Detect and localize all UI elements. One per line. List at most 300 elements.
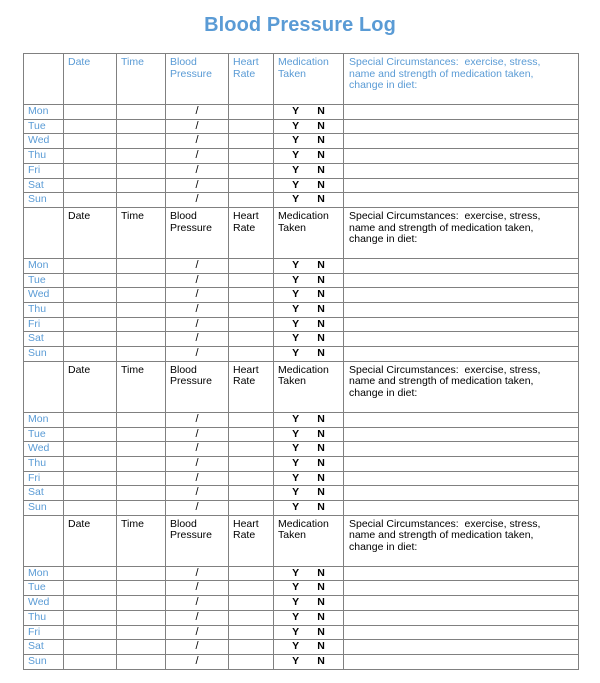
date-input-cell[interactable] [64, 610, 117, 625]
medication-yes-option[interactable]: Y [292, 288, 300, 301]
medication-yes-option[interactable]: Y [292, 273, 300, 286]
medication-yes-option[interactable]: Y [292, 317, 300, 330]
medication-no-option[interactable]: N [317, 105, 325, 117]
header-med [274, 54, 344, 105]
medication-taken-cell[interactable] [274, 178, 344, 193]
medication-no-option[interactable]: N [317, 442, 325, 455]
medication-no-option[interactable]: N [317, 610, 325, 623]
medication-taken-cell[interactable] [274, 581, 344, 596]
medication-yes-option[interactable]: Y [292, 442, 300, 455]
heart-rate-input-cell[interactable] [229, 134, 274, 149]
heart-rate-input-cell[interactable] [229, 193, 274, 208]
medication-yes-option[interactable]: Y [292, 456, 300, 469]
table-row [24, 501, 579, 516]
header-med [274, 207, 344, 258]
header-corner-cell [24, 515, 64, 566]
medication-taken-cell[interactable] [274, 566, 344, 581]
medication-taken-cell[interactable] [274, 303, 344, 318]
blood-pressure-input-cell[interactable]: / [166, 288, 229, 303]
medication-yes-option[interactable]: Y [292, 193, 300, 206]
medication-no-option[interactable]: N [317, 288, 325, 301]
medication-no-option[interactable]: N [317, 581, 325, 594]
special-circumstances-input-cell[interactable] [344, 317, 579, 332]
date-input-cell[interactable] [64, 303, 117, 318]
blood-pressure-input-cell[interactable]: / [166, 193, 229, 208]
header-hr-line-1: Heart [233, 56, 259, 68]
heart-rate-input-cell[interactable] [229, 566, 274, 581]
header-special-line-3: change in diet: [349, 233, 418, 246]
day-label-mon: Mon [24, 105, 64, 120]
header-corner-cell [24, 54, 64, 105]
special-circumstances-input-cell[interactable] [344, 163, 579, 178]
medication-taken-cell[interactable] [274, 317, 344, 332]
header-special-line-2: name and strength of medication taken, [349, 529, 534, 542]
page-title: Blood Pressure Log [204, 14, 396, 36]
medication-yes-option[interactable]: Y [292, 501, 300, 514]
medication-taken-cell[interactable] [274, 193, 344, 208]
medication-yes-option[interactable]: Y [292, 258, 300, 271]
header-hr-line-2: Rate [233, 221, 256, 234]
special-circumstances-input-cell[interactable] [344, 610, 579, 625]
time-input-cell[interactable] [117, 119, 166, 134]
table-row [24, 486, 579, 501]
medication-no-option[interactable]: N [317, 412, 325, 425]
header-bp [166, 515, 229, 566]
table-row [24, 654, 579, 669]
header-med-line-2: Taken [278, 221, 307, 234]
medication-no-option[interactable]: N [317, 332, 325, 345]
medication-yes-option[interactable]: Y [292, 486, 300, 499]
header-special-line-2: name and strength of medication taken, [349, 67, 534, 80]
blood-pressure-input-cell[interactable]: / [166, 163, 229, 178]
time-input-cell[interactable] [117, 273, 166, 288]
table-row [24, 149, 579, 164]
blood-pressure-input-cell[interactable]: / [166, 105, 229, 120]
special-circumstances-input-cell[interactable] [344, 105, 579, 120]
heart-rate-input-cell[interactable] [229, 471, 274, 486]
special-circumstances-input-cell[interactable] [344, 581, 579, 596]
heart-rate-input-cell[interactable] [229, 273, 274, 288]
medication-no-option[interactable]: N [317, 258, 325, 271]
medication-no-option[interactable]: N [317, 566, 325, 579]
special-circumstances-input-cell[interactable] [344, 412, 579, 427]
time-input-cell[interactable] [117, 566, 166, 581]
medication-taken-cell[interactable] [274, 442, 344, 457]
time-input-cell[interactable] [117, 596, 166, 611]
special-circumstances-input-cell[interactable] [344, 134, 579, 149]
medication-taken-cell[interactable] [274, 119, 344, 134]
medication-yes-option[interactable]: Y [292, 625, 300, 638]
medication-taken-cell[interactable] [274, 471, 344, 486]
time-input-cell[interactable] [117, 486, 166, 501]
time-input-cell[interactable] [117, 347, 166, 362]
time-input-cell[interactable] [117, 427, 166, 442]
header-bp-line-1: Blood [170, 363, 197, 376]
blood-pressure-input-cell[interactable]: / [166, 471, 229, 486]
table-row [24, 596, 579, 611]
special-circumstances-input-cell[interactable] [344, 119, 579, 134]
medication-no-option[interactable]: N [317, 347, 325, 360]
heart-rate-input-cell[interactable] [229, 105, 274, 120]
blood-pressure-input-cell[interactable]: / [166, 317, 229, 332]
blood-pressure-input-cell[interactable]: / [166, 412, 229, 427]
day-label-thu: Thu [24, 149, 64, 164]
date-input-cell[interactable] [64, 566, 117, 581]
medication-taken-cell[interactable] [274, 273, 344, 288]
special-circumstances-input-cell[interactable] [344, 501, 579, 516]
blood-pressure-input-cell[interactable]: / [166, 501, 229, 516]
time-input-cell[interactable] [117, 149, 166, 164]
date-input-cell[interactable] [64, 654, 117, 669]
heart-rate-input-cell[interactable] [229, 178, 274, 193]
header-time: Time [117, 361, 166, 412]
table-header-row [24, 207, 579, 258]
medication-yes-option[interactable]: Y [292, 105, 300, 117]
date-input-cell[interactable] [64, 640, 117, 655]
medication-yes-option[interactable]: Y [292, 303, 300, 316]
date-input-cell[interactable] [64, 456, 117, 471]
heart-rate-input-cell[interactable] [229, 625, 274, 640]
heart-rate-input-cell[interactable] [229, 581, 274, 596]
day-label-sun: Sun [24, 654, 64, 669]
blood-pressure-input-cell[interactable]: / [166, 610, 229, 625]
medication-taken-cell[interactable] [274, 625, 344, 640]
heart-rate-input-cell[interactable] [229, 119, 274, 134]
heart-rate-input-cell[interactable] [229, 501, 274, 516]
date-input-cell[interactable] [64, 596, 117, 611]
time-input-cell[interactable] [117, 501, 166, 516]
header-bp-line-1: Blood [170, 209, 197, 222]
blood-pressure-input-cell[interactable]: / [166, 640, 229, 655]
blood-pressure-input-cell[interactable]: / [166, 566, 229, 581]
date-input-cell[interactable] [64, 149, 117, 164]
heart-rate-input-cell[interactable] [229, 332, 274, 347]
special-circumstances-input-cell[interactable] [344, 193, 579, 208]
header-hr-line-2: Rate [233, 67, 256, 80]
medication-no-option[interactable]: N [317, 486, 325, 499]
blood-pressure-input-cell[interactable]: / [166, 654, 229, 669]
header-hr [229, 54, 274, 105]
blood-pressure-input-cell[interactable]: / [166, 442, 229, 457]
medication-yes-option[interactable]: Y [292, 566, 300, 579]
date-input-cell[interactable] [64, 347, 117, 362]
medication-yes-option[interactable]: Y [292, 134, 300, 147]
table-row [24, 178, 579, 193]
medication-taken-cell[interactable] [274, 427, 344, 442]
header-bp-line-1: Blood [170, 56, 197, 68]
table-row [24, 258, 579, 273]
table-row [24, 273, 579, 288]
date-input-cell[interactable] [64, 581, 117, 596]
day-label-sun: Sun [24, 501, 64, 516]
blood-pressure-input-cell[interactable]: / [166, 625, 229, 640]
day-label-thu: Thu [24, 303, 64, 318]
day-label-mon: Mon [24, 566, 64, 581]
heart-rate-input-cell[interactable] [229, 412, 274, 427]
medication-taken-cell[interactable] [274, 163, 344, 178]
medication-yes-option[interactable]: Y [292, 119, 300, 132]
special-circumstances-input-cell[interactable] [344, 625, 579, 640]
blood-pressure-input-cell[interactable]: / [166, 332, 229, 347]
blood-pressure-input-cell[interactable]: / [166, 303, 229, 318]
medication-no-option[interactable]: N [317, 119, 325, 132]
medication-yes-option[interactable]: Y [292, 581, 300, 594]
header-bp-line-1: Blood [170, 517, 197, 530]
special-circumstances-input-cell[interactable] [344, 273, 579, 288]
medication-yes-option[interactable]: Y [292, 178, 300, 191]
medication-taken-cell[interactable] [274, 134, 344, 149]
header-special-circumstances [344, 361, 579, 412]
medication-yes-option[interactable]: Y [292, 640, 300, 653]
medication-yes-option[interactable]: Y [292, 596, 300, 609]
time-input-cell[interactable] [117, 288, 166, 303]
medication-no-option[interactable]: N [317, 163, 325, 176]
day-label-sun: Sun [24, 193, 64, 208]
day-label-mon: Mon [24, 412, 64, 427]
medication-taken-cell[interactable] [274, 640, 344, 655]
header-special-circumstances [344, 207, 579, 258]
time-input-cell[interactable] [117, 193, 166, 208]
day-label-tue: Tue [24, 427, 64, 442]
heart-rate-input-cell[interactable] [229, 317, 274, 332]
medication-taken-cell[interactable] [274, 610, 344, 625]
heart-rate-input-cell[interactable] [229, 486, 274, 501]
medication-no-option[interactable]: N [317, 596, 325, 609]
table-header-row [24, 54, 579, 105]
header-date: Date [64, 515, 117, 566]
special-circumstances-input-cell[interactable] [344, 471, 579, 486]
header-med-line-2: Taken [278, 67, 307, 80]
date-input-cell[interactable] [64, 332, 117, 347]
medication-no-option[interactable]: N [317, 654, 325, 667]
date-input-cell[interactable] [64, 501, 117, 516]
time-input-cell[interactable] [117, 581, 166, 596]
date-input-cell[interactable] [64, 193, 117, 208]
header-med-line-1: Medication [278, 363, 329, 376]
date-input-cell[interactable] [64, 427, 117, 442]
heart-rate-input-cell[interactable] [229, 596, 274, 611]
heart-rate-input-cell[interactable] [229, 610, 274, 625]
table-row [24, 119, 579, 134]
medication-no-option[interactable]: N [317, 193, 325, 206]
table-row [24, 625, 579, 640]
date-input-cell[interactable] [64, 288, 117, 303]
special-circumstances-input-cell[interactable] [344, 456, 579, 471]
time-input-cell[interactable] [117, 654, 166, 669]
heart-rate-input-cell[interactable] [229, 149, 274, 164]
special-circumstances-input-cell[interactable] [344, 654, 579, 669]
medication-taken-cell[interactable] [274, 654, 344, 669]
day-label-mon: Mon [24, 258, 64, 273]
header-special-line-1: Special Circumstances: exercise, stress, [349, 363, 541, 376]
day-label-tue: Tue [24, 581, 64, 596]
medication-no-option[interactable]: N [317, 640, 325, 653]
special-circumstances-input-cell[interactable] [344, 640, 579, 655]
blood-pressure-input-cell[interactable]: / [166, 273, 229, 288]
special-circumstances-input-cell[interactable] [344, 178, 579, 193]
date-input-cell[interactable] [64, 625, 117, 640]
header-med-line-1: Medication [278, 209, 329, 222]
date-input-cell[interactable] [64, 119, 117, 134]
header-hr [229, 361, 274, 412]
medication-yes-option[interactable]: Y [292, 347, 300, 360]
table-row [24, 193, 579, 208]
time-input-cell[interactable] [117, 442, 166, 457]
date-input-cell[interactable] [64, 412, 117, 427]
day-label-thu: Thu [24, 610, 64, 625]
table-row [24, 163, 579, 178]
special-circumstances-input-cell[interactable] [344, 288, 579, 303]
table-row [24, 442, 579, 457]
blood-pressure-input-cell[interactable]: / [166, 134, 229, 149]
header-corner-cell [24, 361, 64, 412]
time-input-cell[interactable] [117, 134, 166, 149]
time-input-cell[interactable] [117, 163, 166, 178]
blood-pressure-input-cell[interactable]: / [166, 149, 229, 164]
blood-pressure-input-cell[interactable]: / [166, 427, 229, 442]
blood-pressure-input-cell[interactable]: / [166, 456, 229, 471]
table-row [24, 134, 579, 149]
heart-rate-input-cell[interactable] [229, 427, 274, 442]
header-med-line-1: Medication [278, 517, 329, 530]
header-bp [166, 207, 229, 258]
medication-taken-cell[interactable] [274, 288, 344, 303]
header-special-circumstances [344, 54, 579, 105]
special-circumstances-input-cell[interactable] [344, 442, 579, 457]
day-label-tue: Tue [24, 273, 64, 288]
medication-no-option[interactable]: N [317, 178, 325, 191]
header-special-line-1: Special Circumstances: exercise, stress, [349, 517, 541, 530]
time-input-cell[interactable] [117, 456, 166, 471]
header-hr [229, 207, 274, 258]
table-row [24, 347, 579, 362]
medication-yes-option[interactable]: Y [292, 654, 300, 667]
blood-pressure-input-cell[interactable]: / [166, 596, 229, 611]
date-input-cell[interactable] [64, 105, 117, 120]
medication-no-option[interactable]: N [317, 471, 325, 484]
heart-rate-input-cell[interactable] [229, 654, 274, 669]
header-hr [229, 515, 274, 566]
special-circumstances-input-cell[interactable] [344, 566, 579, 581]
time-input-cell[interactable] [117, 105, 166, 120]
date-input-cell[interactable] [64, 178, 117, 193]
time-input-cell[interactable] [117, 412, 166, 427]
medication-yes-option[interactable]: Y [292, 332, 300, 345]
medication-no-option[interactable]: N [317, 273, 325, 286]
medication-yes-option[interactable]: Y [292, 412, 300, 425]
medication-taken-cell[interactable] [274, 258, 344, 273]
header-med-line-2: Taken [278, 375, 307, 388]
heart-rate-input-cell[interactable] [229, 347, 274, 362]
medication-yes-option[interactable]: Y [292, 149, 300, 162]
medication-no-option[interactable]: N [317, 625, 325, 638]
special-circumstances-input-cell[interactable] [344, 347, 579, 362]
special-circumstances-input-cell[interactable] [344, 303, 579, 318]
medication-no-option[interactable]: N [317, 501, 325, 514]
special-circumstances-input-cell[interactable] [344, 332, 579, 347]
medication-taken-cell[interactable] [274, 412, 344, 427]
heart-rate-input-cell[interactable] [229, 442, 274, 457]
time-input-cell[interactable] [117, 332, 166, 347]
special-circumstances-input-cell[interactable] [344, 427, 579, 442]
time-input-cell[interactable] [117, 471, 166, 486]
day-label-tue: Tue [24, 119, 64, 134]
time-input-cell[interactable] [117, 258, 166, 273]
header-special-line-3: change in diet: [349, 387, 418, 400]
blood-pressure-input-cell[interactable]: / [166, 581, 229, 596]
medication-taken-cell[interactable] [274, 332, 344, 347]
heart-rate-input-cell[interactable] [229, 258, 274, 273]
heart-rate-input-cell[interactable] [229, 163, 274, 178]
blood-pressure-input-cell[interactable]: / [166, 347, 229, 362]
medication-taken-cell[interactable] [274, 456, 344, 471]
special-circumstances-input-cell[interactable] [344, 596, 579, 611]
blood-pressure-input-cell[interactable]: / [166, 178, 229, 193]
date-input-cell[interactable] [64, 163, 117, 178]
medication-yes-option[interactable]: Y [292, 610, 300, 623]
header-special-line-2: name and strength of medication taken, [349, 221, 534, 234]
table-row [24, 566, 579, 581]
medication-taken-cell[interactable] [274, 149, 344, 164]
date-input-cell[interactable] [64, 317, 117, 332]
date-input-cell[interactable] [64, 273, 117, 288]
time-input-cell[interactable] [117, 317, 166, 332]
medication-no-option[interactable]: N [317, 303, 325, 316]
medication-taken-cell[interactable] [274, 486, 344, 501]
header-hr-line-2: Rate [233, 529, 256, 542]
date-input-cell[interactable] [64, 134, 117, 149]
medication-yes-option[interactable]: Y [292, 427, 300, 440]
date-input-cell[interactable] [64, 471, 117, 486]
time-input-cell[interactable] [117, 178, 166, 193]
medication-no-option[interactable]: N [317, 427, 325, 440]
date-input-cell[interactable] [64, 486, 117, 501]
date-input-cell[interactable] [64, 258, 117, 273]
medication-taken-cell[interactable] [274, 501, 344, 516]
header-special-line-3: change in diet: [349, 79, 418, 92]
blood-pressure-input-cell[interactable]: / [166, 486, 229, 501]
medication-no-option[interactable]: N [317, 149, 325, 162]
date-input-cell[interactable] [64, 442, 117, 457]
heart-rate-input-cell[interactable] [229, 640, 274, 655]
header-bp [166, 361, 229, 412]
heart-rate-input-cell[interactable] [229, 303, 274, 318]
table-body [24, 54, 579, 670]
medication-taken-cell[interactable] [274, 347, 344, 362]
header-bp-line-2: Pressure [170, 67, 213, 80]
medication-no-option[interactable]: N [317, 134, 325, 147]
heart-rate-input-cell[interactable] [229, 456, 274, 471]
medication-taken-cell[interactable] [274, 596, 344, 611]
time-input-cell[interactable] [117, 625, 166, 640]
header-bp-line-2: Pressure [170, 375, 213, 388]
special-circumstances-input-cell[interactable] [344, 258, 579, 273]
special-circumstances-input-cell[interactable] [344, 149, 579, 164]
header-special-line-3: change in diet: [349, 540, 418, 553]
medication-taken-cell[interactable] [274, 105, 344, 120]
special-circumstances-input-cell[interactable] [344, 486, 579, 501]
blood-pressure-input-cell[interactable]: / [166, 258, 229, 273]
medication-no-option[interactable]: N [317, 317, 325, 330]
medication-yes-option[interactable]: Y [292, 163, 300, 176]
time-input-cell[interactable] [117, 303, 166, 318]
time-input-cell[interactable] [117, 640, 166, 655]
blood-pressure-input-cell[interactable]: / [166, 119, 229, 134]
medication-yes-option[interactable]: Y [292, 471, 300, 484]
medication-no-option[interactable]: N [317, 456, 325, 469]
time-input-cell[interactable] [117, 610, 166, 625]
heart-rate-input-cell[interactable] [229, 288, 274, 303]
